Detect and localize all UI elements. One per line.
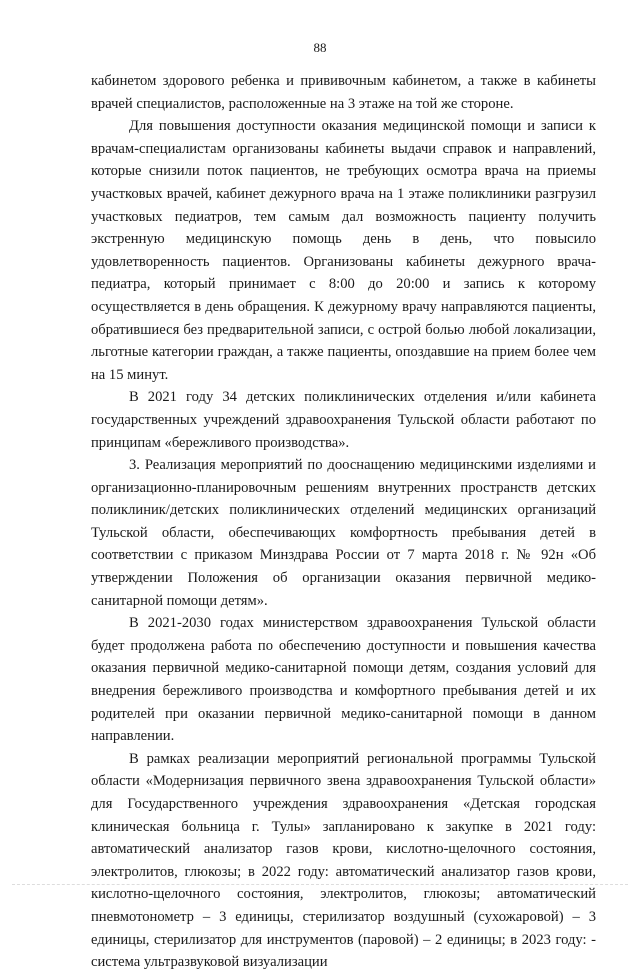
- paragraph-plans-2021-2030: В 2021-2030 годах министерством здравоохранения Тульской области будет продолжена работа по обеспечению доступности и повышения качества оказания первичной медико-санитарной помощи детям, создания условий для внедрения бережливого производства и комфортного пребывания детей и их родителей при оказании первичной медико-санитарной помощи в данном направлении.: [91, 615, 596, 745]
- document-body: [91, 70, 596, 974]
- scan-edge-divider: [12, 884, 628, 887]
- paragraph-modernization-program: В рамках реализации мероприятий региональной программы Тульской области «Модернизация первичного звена здравоохранения Тульской области» для Государственного учреждения здравоохранения «Детская городская клиническая больница г. Тулы» запланировано к закупке в 2021 году: автоматический анализатор газов крови, кислотно-щелочного состояния, электролитов, глюкозы; в 2022 году: автоматический анализатор газов крови, кислотно-щелочного состояния, электролитов, глюкозы; автоматический пневмотонометр – 3 единицы, стерилизатор воздушный (сухожаровой) – 3 единицы, стерилизатор для инструментов (паровой) – 2 единицы; в 2023 году: - система ультразвуковой визуализации: [91, 750, 596, 971]
- paragraph-accessibility: Для повышения доступности оказания медицинской помощи и записи к врачам-специалистам организованы кабинеты выдачи справок и направлений, которые снизили поток пациентов, не требующих осмотра врача на приемы участковых врачей, кабинет дежурного врача на 1 этаже поликлиники разгрузил участковых педиатров, тем самым дал возможность пациенту получить экстренную медицинскую помощь день в день, что повысило удовлетворенность пациентов. Организованы кабинеты дежурного врача-педиатра, который принимает с 8:00 до 20:00 и запись к которому осуществляется в день обращения. К дежурному врачу направляются пациенты, обратившиеся без предварительной записи, с острой болью любой локализации, льготные категории граждан, а также пациенты, опоздавшие на прием более чем на 15 минут.: [91, 118, 596, 383]
- paragraph-lean-production: В 2021 году 34 детских поликлинических отделения и/или кабинета государственных учреждений здравоохранения Тульской области работают по принципам «бережливого производства».: [91, 389, 596, 451]
- paragraph-equipment-measures: 3. Реализация мероприятий по дооснащению медицинскими изделиями и организационно-планировочным решениям внутренних пространств детских поликлиник/детских поликлинических отделений медицинских организаций Тульской области, обеспечивающих комфортность пребывания детей в соответствии с приказом Минздрава России от 7 марта 2018 г. № 92н «Об утверждении Положения об организации оказания первичной медико-санитарной помощи детям».: [91, 457, 596, 609]
- page-number: 88: [313, 40, 327, 55]
- paragraph-continuation: кабинетом здорового ребенка и прививочным кабинетом, а также в кабинеты врачей специалистов, расположенные на 3 этаже на той же стороне.: [91, 73, 596, 112]
